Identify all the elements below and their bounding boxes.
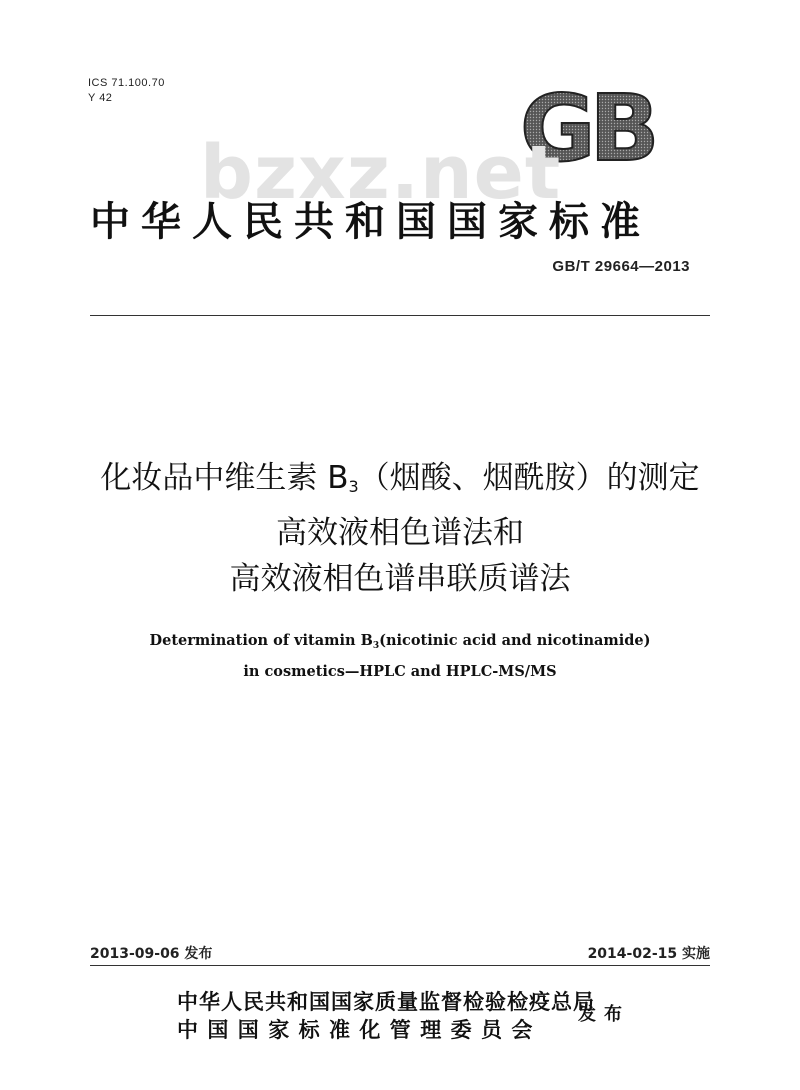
bottom-divider (90, 965, 710, 966)
publishers (177, 988, 595, 1044)
title-english (40, 628, 760, 684)
title-cn-line-2: 高效液相色谱法和 (276, 515, 524, 551)
classification-codes (88, 76, 165, 106)
watermark: bzxz.net (200, 130, 562, 216)
ics-code: ICS 71.100.70 (88, 77, 165, 89)
category-code: Y 42 (88, 92, 113, 104)
publisher-sac: 中国国家标准化管理委员会 (177, 1018, 542, 1042)
gb-logo-text: GB (520, 86, 654, 168)
title-en-line-2: in cosmetics—HPLC and HPLC-MS/MS (243, 663, 557, 680)
title-en-line-1: Determination of vitamin $B_3(nicotinic$ acid and nicotinamide) (149, 632, 651, 651)
top-divider (90, 315, 710, 316)
standard-type-heading: 中华人民共和国国家标准 (90, 199, 651, 245)
issue-date: 2013-09-06 发布 (90, 946, 213, 962)
implementation-date: 2014-02-15 实施 (587, 946, 710, 962)
standard-number: GB/T 29664—2013 (552, 258, 690, 275)
publish-label: 发布 (578, 1004, 630, 1025)
title-chinese (40, 455, 760, 602)
publisher-aqsiq: 中华人民共和国国家质量监督检验检疫总局 (177, 990, 595, 1014)
title-cn-line-1: 化妆品中维生素 $B_3$（烟酸、烟酰胺）的测定 (100, 460, 700, 496)
title-cn-line-3: 高效液相色谱串联质谱法 (229, 561, 571, 597)
